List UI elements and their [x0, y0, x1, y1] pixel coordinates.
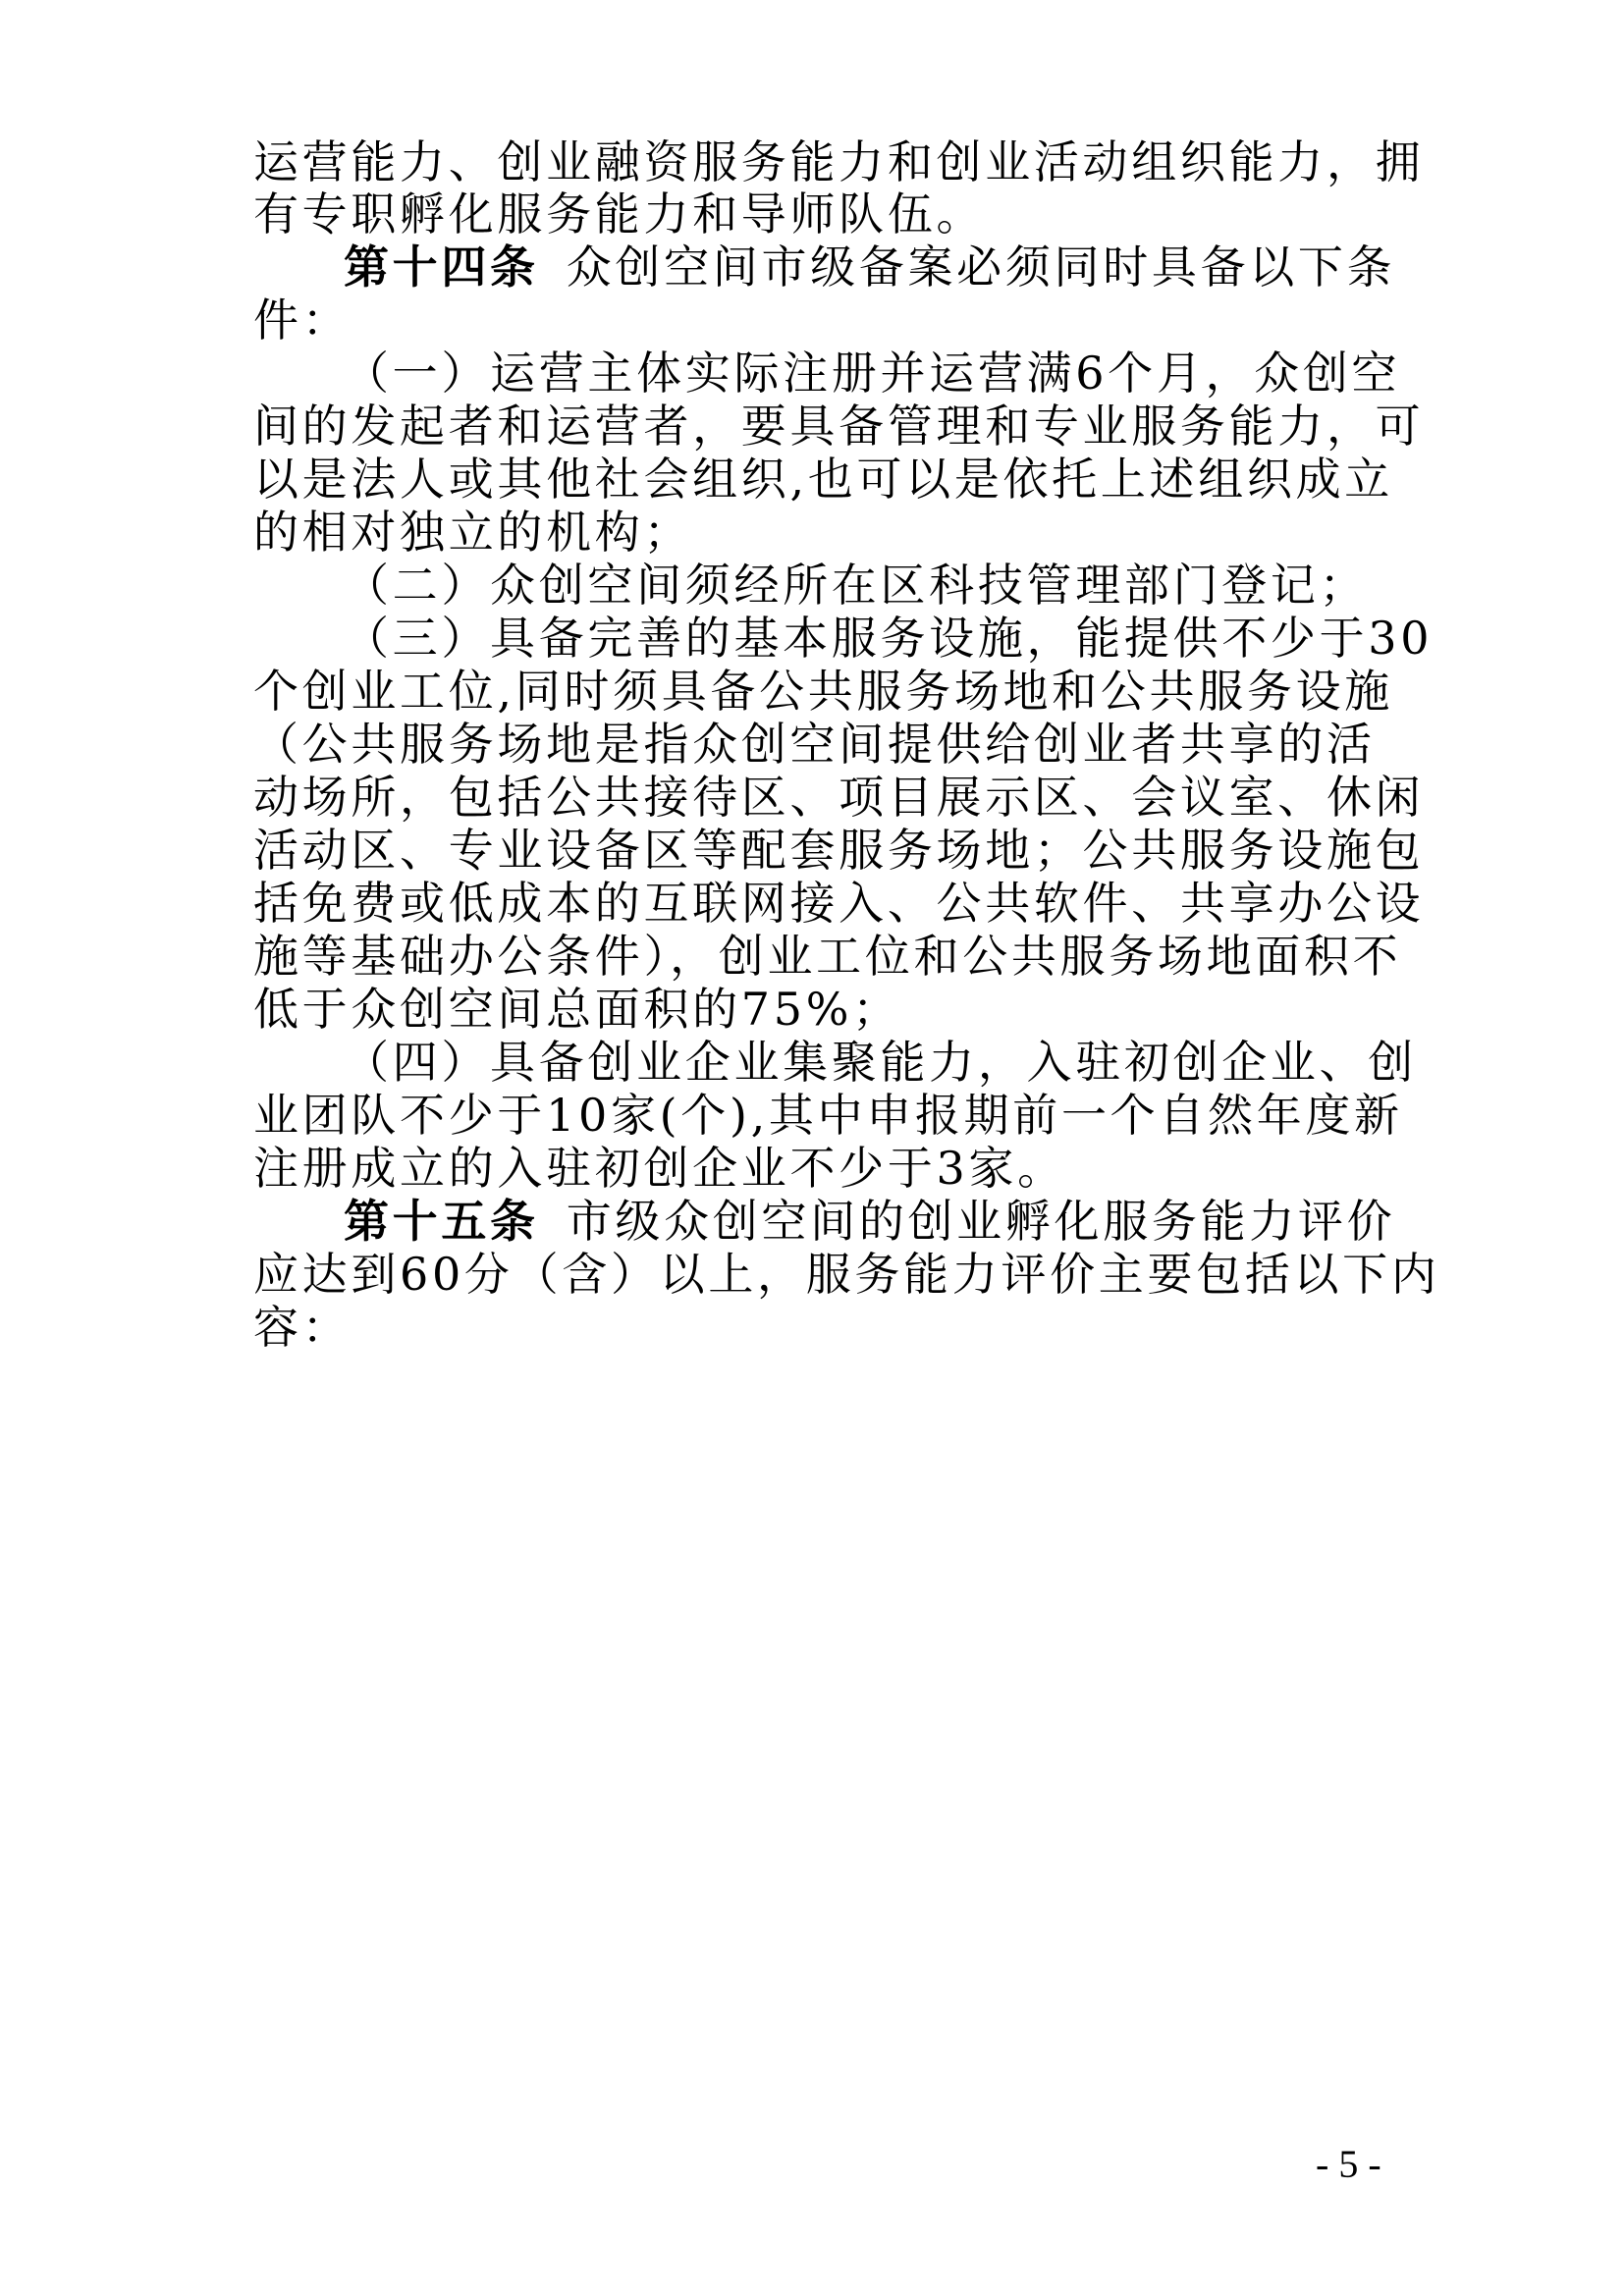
text-line: 活动区、专业设备区等配套服务场地；公共服务设施包 [253, 824, 1425, 877]
text-line: 间的发起者和运营者，要具备管理和专业服务能力，可 [253, 400, 1425, 453]
article-14-line [344, 238, 1396, 296]
text-line: 的相对独立的机构； [253, 506, 693, 559]
article-15-heading: 第十五条 [344, 1195, 539, 1248]
text-line: 业团队不少于10家(个),其中申报期前一个自然年度新 [253, 1089, 1403, 1142]
text-line: 以是法人或其他社会组织,也可以是依托上述组织成立 [253, 453, 1393, 506]
item-4-first-line: （四）具备创业企业集聚能力，入驻初创企业、创 [344, 1036, 1417, 1089]
text-line: （公共服务场地是指众创空间提供给创业者共享的活 [253, 718, 1376, 771]
item-2-line: （二）众创空间须经所在区科技管理部门登记； [344, 559, 1369, 612]
text-line: 件： [253, 294, 352, 347]
article-15-text: 市级众创空间的创业孵化服务能力评价 [566, 1195, 1396, 1248]
article-15-line [344, 1192, 1396, 1251]
text-line: 个创业工位,同时须具备公共服务场地和公共服务设施 [253, 665, 1393, 718]
item-3-first-line: （三）具备完善的基本服务设施，能提供不少于30 [344, 612, 1434, 665]
page-number: - 5 - [1316, 2142, 1381, 2186]
text-line: 括免费或低成本的互联网接入、公共软件、共享办公设 [253, 877, 1425, 930]
article-14-heading: 第十四条 [344, 240, 539, 294]
text-line: 运营能力、创业融资服务能力和创业活动组织能力，拥 [253, 135, 1425, 188]
text-line: 注册成立的入驻初创企业不少于3家。 [253, 1142, 1066, 1195]
text-line: 应达到60分（含）以上，服务能力评价主要包括以下内 [253, 1248, 1440, 1301]
item-1-first-line: （一）运营主体实际注册并运营满6个月，众创空 [344, 347, 1401, 400]
text-line: 低于众创空间总面积的75%； [253, 983, 901, 1036]
article-14-text: 众创空间市级备案必须同时具备以下条 [566, 240, 1396, 294]
text-line: 容： [253, 1301, 352, 1354]
text-line: 施等基础办公条件），创业工位和公共服务场地面积不 [253, 930, 1402, 983]
text-line: 有专职孵化服务能力和导师队伍。 [253, 187, 986, 240]
text-line: 动场所，包括公共接待区、项目展示区、会议室、休闲 [253, 771, 1425, 824]
